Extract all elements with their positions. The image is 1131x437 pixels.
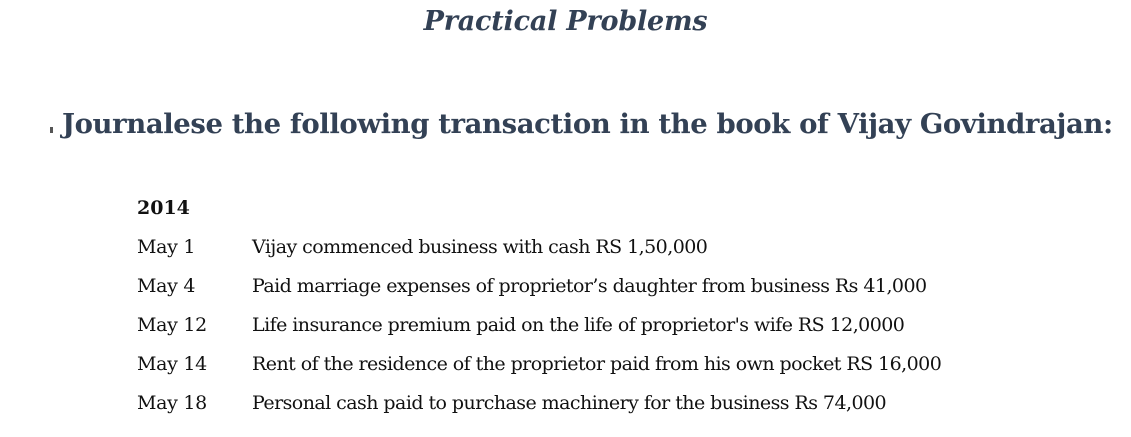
transaction-date: May 4 [137, 275, 196, 297]
transaction-text: Rent of the residence of the proprietor paid from his own pocket RS 16,000 [252, 353, 942, 375]
transaction-text: Vijay commenced business with cash RS 1,50,000 [252, 236, 708, 258]
list-bullet-mark [50, 127, 53, 133]
page-heading: Practical Problems [423, 6, 708, 37]
transaction-date: May 12 [137, 314, 207, 336]
transaction-date: May 1 [137, 236, 196, 258]
transaction-text: Paid marriage expenses of proprietor’s daughter from business Rs 41,000 [252, 275, 927, 297]
year-label: 2014 [137, 197, 190, 219]
transaction-date: May 18 [137, 392, 207, 414]
transaction-date: May 14 [137, 353, 207, 375]
transaction-text: Life insurance premium paid on the life of proprietor's wife RS 12,0000 [252, 314, 905, 336]
transaction-text: Personal cash paid to purchase machinery for the business Rs 74,000 [252, 392, 887, 414]
question-text: Journalese the following transaction in the book of Vijay Govindrajan: [62, 108, 1113, 140]
